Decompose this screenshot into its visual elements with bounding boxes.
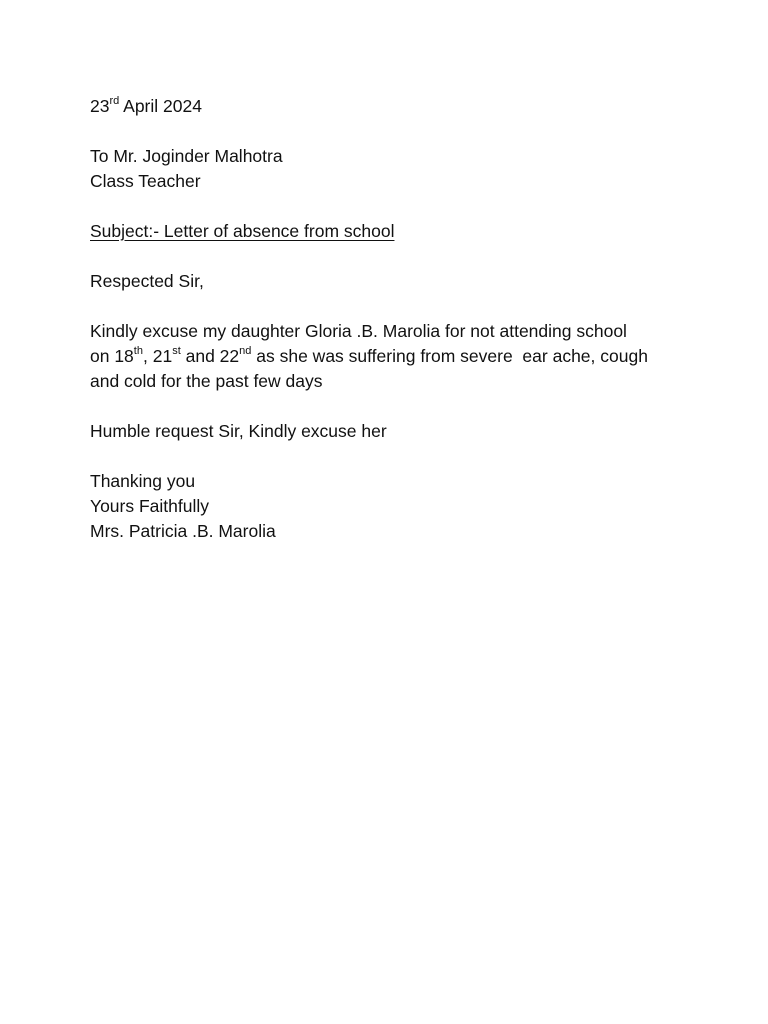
body-line-3: and cold for the past few days [90,371,323,391]
recipient-title: Class Teacher [90,171,201,191]
subject-line: Subject:- Letter of absence from school [90,221,395,241]
spacer [90,294,690,319]
spacer [90,394,690,419]
ordinal-suffix-18: th [133,345,143,358]
spacer [90,444,690,469]
date-day: 23 [90,96,110,116]
salutation: Respected Sir, [90,271,204,291]
spacer [90,244,690,269]
recipient-name: To Mr. Joginder Malhotra [90,146,283,166]
spacer [90,119,690,144]
body-line-2-part-3: and 22 [180,346,240,366]
spacer [90,194,690,219]
ordinal-suffix-22: nd [239,345,252,358]
closing-thanks: Thanking you [90,471,196,491]
body-line-2-part-2: , 21 [142,346,173,366]
sender-name: Mrs. Patricia .B. Marolia [90,521,276,541]
ordinal-suffix-21: st [172,345,181,358]
closing-valediction: Yours Faithfully [90,496,209,516]
body-line-2-part-1: on 18 [90,346,134,366]
body-line-1: Kindly excuse my daughter Gloria .B. Marolia for not attending school [90,321,627,341]
letter-body [90,94,690,544]
letter-date [90,94,690,119]
body-line-2-part-4: as she was suffering from severe ear ache, cough [251,346,648,366]
date-rest: April 2024 [119,96,202,116]
body-line-2 [90,344,690,369]
date-day-suffix: rd [109,95,120,108]
request-line: Humble request Sir, Kindly excuse her [90,421,387,441]
